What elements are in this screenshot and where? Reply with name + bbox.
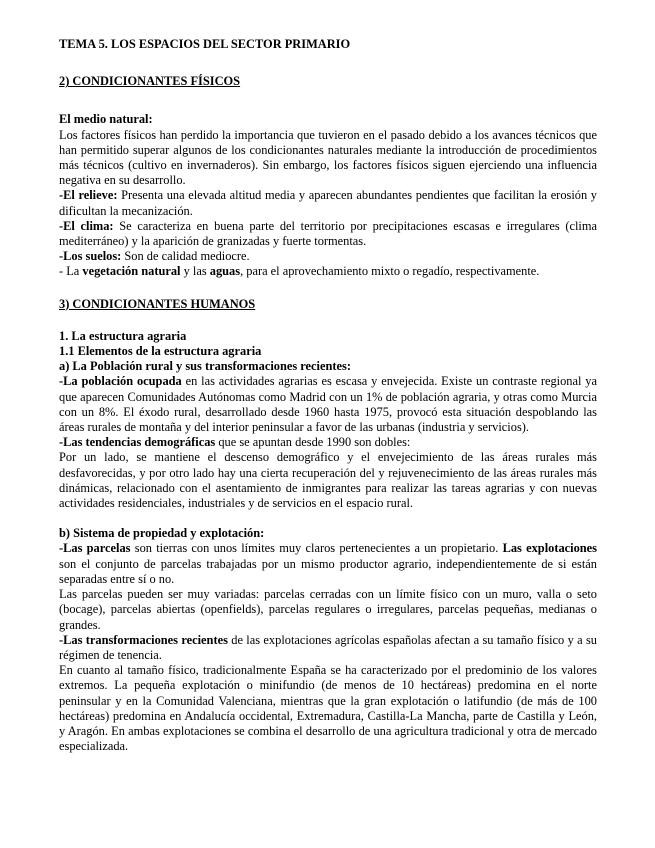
label-poblacion-ocupada: -La población ocupada [59, 374, 182, 389]
text-veg-post: , para el aprovechamiento mixto o regadío, respectivamente. [240, 264, 540, 279]
spacer [59, 280, 597, 297]
spacer [59, 89, 597, 112]
label-suelos: -Los suelos: [59, 249, 122, 264]
text-veg-mid: y las [180, 264, 210, 279]
label-clima: -El clima: [59, 218, 114, 233]
paragraph-clima [59, 219, 597, 249]
subheading-sistema-propiedad: b) Sistema de propiedad y explotación: [59, 526, 265, 541]
text-parcelas: son tierras con unos límites muy claros pertenecientes a un propietario. [134, 541, 499, 556]
paragraph-transformaciones [59, 633, 597, 663]
text-clima: Se caracteriza en buena parte del territorio por precipitaciones escasas e irregulares (clima mediterráneo) y la aparición de granizadas y fuerte tormentas. [59, 218, 597, 249]
paragraph-suelos [59, 249, 597, 264]
subheading-medio-natural: El medio natural: [59, 112, 153, 127]
label-vegetacion: vegetación natural [82, 264, 181, 279]
label-transformaciones: -Las transformaciones recientes [59, 632, 228, 647]
section-heading-physical: 2) CONDICIONANTES FÍSICOS [59, 74, 241, 89]
document-page [59, 37, 597, 754]
spacer [59, 511, 597, 526]
paragraph-tamano-fisico: En cuanto al tamaño físico, tradicionalmente España se ha caracterizado por el predominio de los valores extremos. La pequeña explotación o minifundio (de menos de 10 hectáreas) predomina en el norte peninsular y en la Comunidad Valenciana, mientras que la gran explotación o latifundio (de más de 100 hectáreas) predomina en Andalucía occidental, Extremadura, Castilla-La Mancha, parte de Castilla y León, y Aragón. En ambas explotaciones se combina el desarrollo de una agricultura tradicional y otra de mercado especializada. [59, 663, 597, 754]
paragraph-poblacion-ocupada [59, 374, 597, 435]
document-title: TEMA 5. LOS ESPACIOS DEL SECTOR PRIMARIO [59, 37, 351, 51]
subheading-elementos: 1.1 Elementos de la estructura agraria [59, 344, 262, 359]
subheading-poblacion-rural: a) La Población rural y sus transformaciones recientes: [59, 359, 351, 374]
text-relieve: Presenta una elevada altitud media y aparecen abundantes pendientes que facilitan la erosión y dificultan la mecanización. [59, 188, 597, 218]
paragraph-medio-natural: Los factores físicos han perdido la importancia que tuvieron en el pasado debido a los avances técnicos que han permitido superar algunos de los condicionantes naturales mediante la introducción de procedimientos más técnicos (cultivo en invernaderos). Sin embargo, los factores físicos siguen ejerciendo una influencia negativa en su desarrollo. [59, 127, 597, 188]
text-suelos: Son de calidad mediocre. [121, 249, 250, 264]
label-tendencias: -Las tendencias demográficas [59, 435, 216, 450]
paragraph-relieve [59, 188, 597, 218]
text-tendencias: que se apuntan desde 1990 son dobles: [215, 435, 411, 450]
text-transformaciones: de las explotaciones agrícolas españolas afectan a su tamaño físico y a su régimen de tenencia. [59, 632, 597, 662]
subheading-estructura-agraria: 1. La estructura agraria [59, 328, 187, 343]
text-explotaciones: son el conjunto de parcelas trabajadas por un mismo productor agrario, independientemente de si están separadas entre sí o no. [59, 556, 597, 586]
paragraph-vegetacion [59, 264, 597, 279]
label-aguas: aguas [209, 264, 241, 279]
paragraph-tendencias-detalle: Por un lado, se mantiene el descenso demográfico y el envejecimiento de las áreas rurales más desfavorecidas, y por otro lado hay una cierta recuperación del y rejuvenecimiento de las áreas rurales más dinámicas, relacionado con el asentamiento de inmigrantes para realizar las tareas agrarias y con nuevas actividades residenciales, industriales y de servicios en el espacio rural. [59, 450, 597, 511]
text-veg-pre: - La [59, 264, 83, 279]
label-explotaciones: Las explotaciones [498, 541, 597, 556]
paragraph-tendencias [59, 435, 597, 450]
label-relieve: -El relieve: [59, 188, 118, 203]
section-heading-human: 3) CONDICIONANTES HUMANOS [59, 296, 256, 311]
label-parcelas: -Las parcelas [59, 541, 131, 556]
paragraph-parcelas [59, 541, 597, 587]
spacer [59, 312, 597, 329]
text-poblacion-ocupada: en las actividades agrarias es escasa y envejecida. Existe un contraste regional ya que aparecen Comunidades Autónomas como Madrid con un 1% de población agraria, y otras como Murcia con un 8%. El éxodo rural, desarrollado desde 1960 hasta 1975, provocó esta situación despoblando las áreas rurales de montaña y del interior peninsular a favor de las urbanas (industria y servicios). [59, 374, 598, 435]
paragraph-tipos-parcelas: Las parcelas pueden ser muy variadas: parcelas cerradas con un límite físico con un muro, valla o seto (bocage), parcelas abiertas (openfields), parcelas regulares o irregulares, parcelas pequeñas, medianas o grandes. [59, 587, 597, 632]
